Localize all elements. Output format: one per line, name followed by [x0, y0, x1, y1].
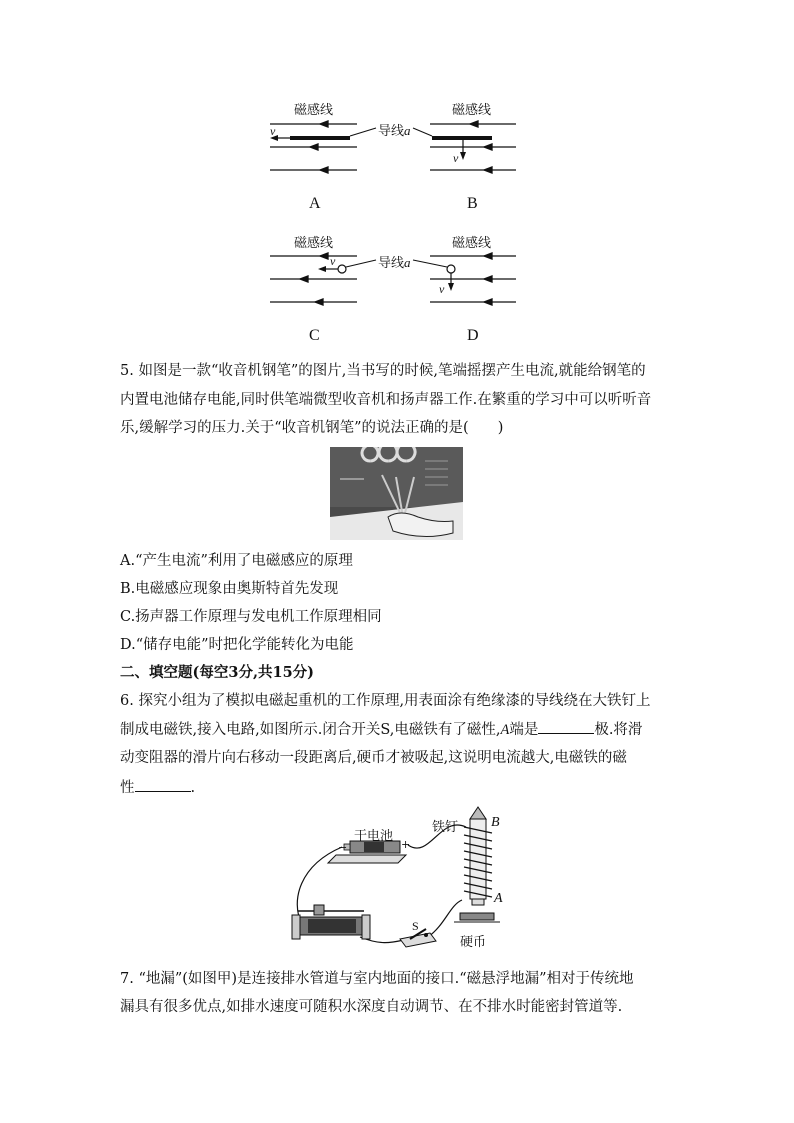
- q6-line-3: 动变阻器的滑片向右移动一段距离后,硬币才被吸起,这说明电流越大,电磁铁的磁: [120, 750, 627, 766]
- panel-d-wire: [413, 260, 455, 291]
- wire-label-top: 导线a: [378, 123, 411, 139]
- field-lines-label-b: 磁感线: [452, 103, 492, 118]
- velocity-label-a: v: [270, 124, 276, 138]
- option-label-a: A: [309, 195, 321, 212]
- velocity-label-c: v: [330, 254, 336, 268]
- q5-choice-b: B.电磁感应现象由奥斯特首先发现: [120, 581, 339, 597]
- q5-choice-a: A.“产生电流”利用了电磁感应的原理: [120, 553, 353, 569]
- coin-label: 硬币: [460, 935, 487, 950]
- q5-line-3: 乐,缓解学习的压力.关于“收音机钢笔”的说法正确的是( ): [120, 420, 504, 436]
- end-b-label: B: [491, 815, 500, 830]
- electromagnet-circuit-figure: [280, 805, 520, 955]
- panel-b-wire: [432, 138, 492, 160]
- velocity-label-b: v: [453, 151, 459, 165]
- q6-line-1: 6. 探究小组为了模拟电磁起重机的工作原理,用表面涂有绝缘漆的导线绕在大铁钉上: [120, 693, 651, 709]
- option-label-d: D: [467, 327, 479, 344]
- q7-line-1: 7. “地漏”(如图甲)是连接排水管道与室内地面的接口.“磁悬浮地漏”相对于传统地: [120, 971, 634, 987]
- panel-d-field-lines: [430, 253, 516, 305]
- q6-line-2: 制成电磁铁,接入电路,如图所示.闭合开关S,电磁铁有了磁性,A端是 极.将滑: [120, 719, 642, 740]
- sliding-rheostat: [292, 905, 370, 939]
- battery-plus: +: [401, 838, 411, 851]
- radio-pen-photo: [330, 447, 463, 540]
- end-a-label: A: [494, 891, 503, 906]
- field-lines-label-d: 磁感线: [452, 236, 492, 251]
- option-label-b: B: [467, 195, 478, 212]
- coin: [454, 913, 500, 922]
- panel-c-wire: [318, 260, 376, 273]
- wire-label-bottom: 导线a: [378, 255, 411, 271]
- field-lines-diagram: [0, 0, 794, 350]
- field-lines-label-c: 磁感线: [294, 236, 334, 251]
- q5-line-2: 内置电池储存电能,同时供笔端微型收音机和扬声器工作.在繁重的学习中可以听听音: [120, 392, 652, 408]
- panel-c-field-lines: [270, 253, 357, 305]
- velocity-label-d: v: [439, 282, 445, 296]
- iron-nail-electromagnet: [464, 807, 492, 905]
- switch-label: S: [412, 919, 419, 933]
- panel-b-field-lines: [430, 121, 516, 173]
- q7-line-2: 漏具有很多优点,如排水速度可随积水深度自动调节、在不排水时能密封管道等.: [120, 999, 623, 1015]
- nail-label: 铁钉: [432, 820, 459, 835]
- panel-a-wire: [270, 135, 350, 141]
- q5-choice-d: D.“储存电能”时把化学能转化为电能: [120, 637, 354, 653]
- q5-choice-c: C.扬声器工作原理与发电机工作原理相同: [120, 609, 382, 625]
- q6-blank-1[interactable]: [538, 719, 594, 734]
- panel-a-field-lines: [270, 121, 357, 173]
- field-lines-label-a: 磁感线: [294, 103, 334, 118]
- section-2-heading: 二、填空题(每空3分,共15分): [120, 664, 315, 681]
- option-label-c: C: [309, 327, 320, 344]
- q6-blank-2[interactable]: [135, 777, 191, 792]
- battery-minus: −: [338, 841, 348, 854]
- battery-label: 干电池: [354, 829, 394, 844]
- q6-line-4: 性 .: [120, 777, 195, 798]
- radio-pen-image: [330, 447, 463, 540]
- q5-line-1: 5. 如图是一款“收音机钢笔”的图片,当书写的时候,笔端摇摆产生电流,就能给钢笔的: [120, 363, 646, 379]
